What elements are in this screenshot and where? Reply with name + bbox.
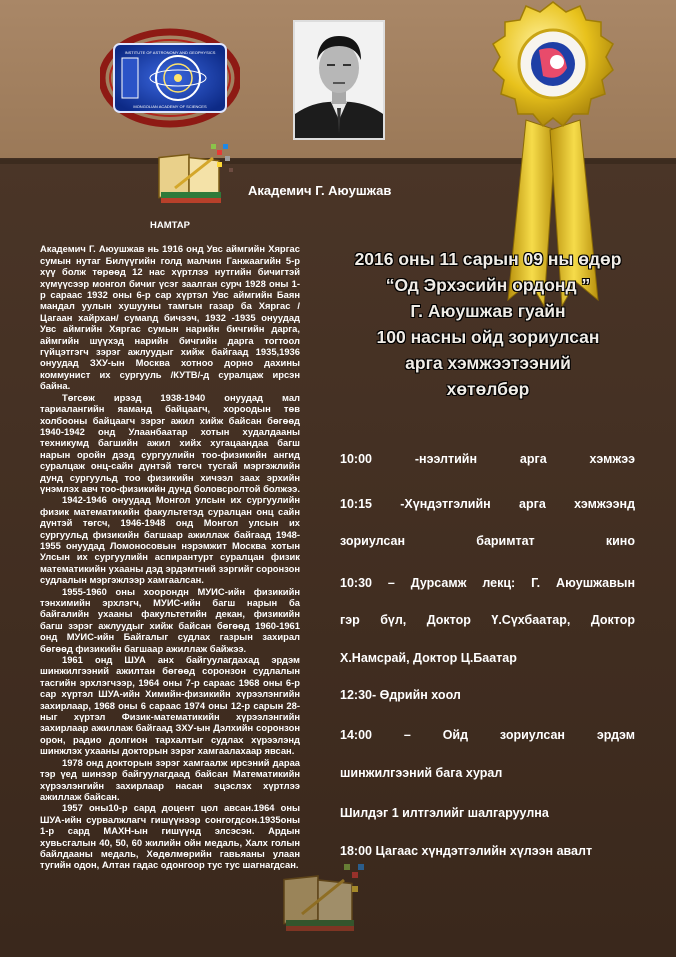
biography-section [40, 220, 300, 871]
bio-paragraph: Төгсөж ирээд 1938-1940 онуудад мал тариалангийн яаманд байцаагч, хороодын төв холбооны байцаагч зэрэг ажил хийж байсан бөгөөд 1940-1942 онд Улаанбаатар хотын худалдааны техникумд багшийн ажил хийх хугацаандаа багш нарын оройн дээд сургуулийн тоо-физикийн ангид суралцаж онц-сайн дүнтэй төгсч тусгай мэргэжлийн дунд сургуульд тоо физикийн хичээл заах эрхийн үнэмлэх авч тоо-физикийн дунд боловсролтой болжээ. [40, 391, 300, 494]
event-headline [318, 246, 658, 402]
schedule-row: Шилдэг 1 илтгэлийг шалгаруулна [340, 806, 549, 820]
schedule-row: зориулсан баримтат кино [340, 534, 635, 548]
schedule-row: 10:30 – Дурсамж лекц: Г. Аюушжавын [340, 576, 635, 590]
schedule-row: Х.Намсрай, Доктор Ц.Баатар [340, 651, 517, 665]
bio-paragraph: 1942-1946 онуудад Монгол улсын их сургуулийн физик математикийн факультетэд суралцан онц сайн дүнтэй төгсч, 1946-1948 онд Монгол улсын их сургуульд физикийн багшаар ажиллаж байгаад 1948-1955 онуудад Ломоносовын нэрэмжит Москва хотын Улсын их сургуулийн аспирантурт суралцан физик математикийн ухааны дэд эрдэмтний зэргийг соронзон судлалын мэргэжлээр хамгаалсан. [40, 494, 300, 586]
bio-paragraph: 1978 онд докторын зэрэг хамгаалж ирсэний дараа тэр үед шинээр байгуулагдаад байсан Математикийн хүрээлэнгийн захирлаар насан эцэслэх хүртлээ ажиллаж байсан. [40, 756, 300, 802]
headline-line: “Од Эрхэсийн ордонд ” [385, 275, 591, 295]
bio-paragraph: Академич Г. Аюушжав нь 1916 онд Увс аймгийн Хяргас сумын нутаг Билүүгийн голд малчин Ганжаагийн 5-р хүү болж төрөөд 12 нас хүртлээ нутгийн бичигтэй хүмүүсээр монгол бичиг үсэг заалган сурч 1928 оны 1-р сараас 1932 оны 6-р сар хүртэл Увс аймгийн Баян мандал уулын хушууны тамгын газар ба Хяргас /Цагаан хайрхан/ сумаnд бичээч, 1932 -1935 онуудад Увс аймгийн Хяргас сумын нарийн бичгийн дарга, аймгийн шүүхэд нарийн бичгийн дарга тогтоол гүйцэтгэгч зэрэг ажлуудыг хийж байгаад 1935,1936 онуудад ЗХУ-ын Москва хотноо дорно дахины коммунист их сургууль /КУТВ/-д суралцаж ирсэн байна. [40, 243, 300, 392]
headline-line: 2016 оны 11 сарын 09 ны өдөр [354, 249, 622, 269]
page-title: Академич Г. Аюушжав [248, 183, 392, 198]
logo-academy-text: MONGOLIAN ACADEMY OF SCIENCES [133, 104, 207, 109]
portrait-photo [293, 20, 385, 140]
schedule-row: гэр бүл, Доктор Ү.Сүхбаатар, Доктор [340, 613, 635, 627]
bio-paragraph: 1961 онд ШУА анх байгуулагдахад эрдэм шинжилгээний ажилтан бөгөөд соронзон судлалын тасгийн эрхлэгчээр, 1964 оны 7-р сараас 1968 оны 6-р сар хүртэл ШУА-ийн Химийн-физикийн хүрээлэнгийн захирлаар, 1968 оны 6 сараас 1974 оны 12-р сарын 28-ныг хүртэл Физик-математикийн хүрээлэнгийн захирлаар ажиллаж байгаад ЗХУ-ын Дэлхийн соронзон орон, радио долгион тархалтыг судлах хүрээлэнд шинжлэх ухааны докторын зэрэг хамгаалахаар явсан. [40, 654, 300, 757]
schedule-row: 12:30- Өдрийн хоол [340, 688, 461, 702]
books-decoration-icon [155, 140, 235, 210]
books-decoration-icon-bottom [280, 860, 370, 940]
bio-paragraph: 1957 оны10-р сард доцент цол авсан.1964 оны ШУА-ийн сурвалжлагч гишүүнээр сонгогдсон.1935оны 1-р сард МАХН-ын гишүүнд элсэсэн. Ардын хувьсгалын 40, 50, 60 жилийн ойн медаль, Халх голын байлдааны медаль, Хөдөлмөрийн гавьяаны улаан тугийн одон, Алтан гадас одонгоор тус тус шагнагдсан. [40, 802, 300, 871]
institute-logo [100, 28, 240, 128]
biography-heading: НАМТАР [149, 220, 191, 231]
schedule-row: шинжилгээний бага хурал [340, 766, 503, 780]
portrait-figure [295, 22, 383, 138]
schedule-row: 14:00 – Ойд зориулсан эрдэм [340, 728, 635, 742]
bio-paragraph: 1955-1960 оны хоорондн МУИС-ийн физикийн тэнхимийн эрхлэгч, МУИС-ийн багш нарын ба байгалийн ухааны факультетийн декан, физикийн багш зэрэг ажлуудыг хийж байсан бөгөөд 1960-1961 онд МУИС-ийн Байгалыг судлах газрын захирал бөгөөд физикийн багшаар ажиллаж байжээ. [40, 585, 300, 654]
headline-line: арга хэмжээтээний [405, 353, 571, 373]
schedule-row: 18:00 Цагаас хүндэтгэлийн хүлээн авалт [340, 844, 593, 858]
headline-line: Г. Аюушжав гуайн [410, 301, 566, 321]
logo-institute-text: INSTITUTE OF ASTRONOMY AND GEOPHYSICS [124, 50, 216, 55]
headline-line: хөтөлбөр [446, 379, 530, 399]
headline-line: 100 насны ойд зориулсан [376, 327, 600, 347]
schedule-row: 10:00 -нээлтийн арга хэмжээ [340, 452, 635, 466]
schedule-row: 10:15 -Хүндэтгэлийн арга хэмжээнд [340, 497, 635, 511]
